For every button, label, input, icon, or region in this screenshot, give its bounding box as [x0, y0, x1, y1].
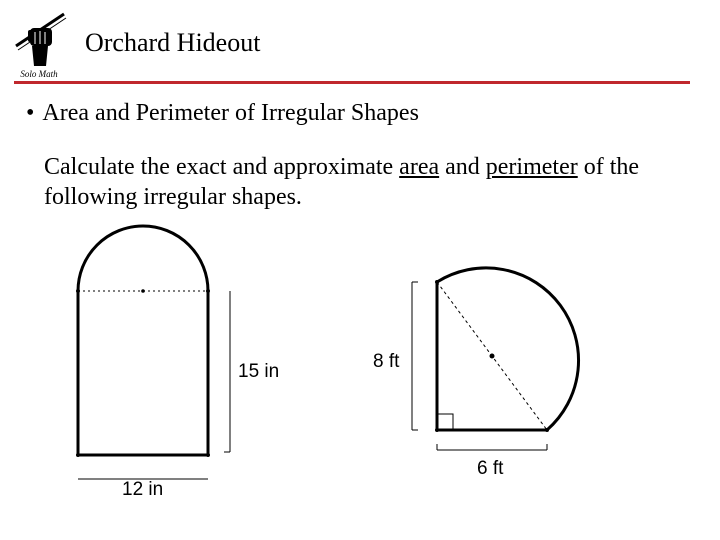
- height-label-right: 8 ft: [373, 351, 400, 372]
- perimeter-word: perimeter: [485, 154, 578, 180]
- semicircle-center: [141, 289, 145, 293]
- vertex-point: [435, 280, 439, 284]
- vertex-point: [206, 453, 210, 457]
- right-angle-marker: [437, 414, 453, 430]
- width-label-right: 6 ft: [477, 458, 504, 479]
- semicircle-arc: [437, 268, 579, 430]
- vertex-point: [206, 289, 210, 293]
- logo-text: Solo Math: [20, 69, 58, 79]
- rectangle-semicircle-figure: [76, 226, 279, 500]
- bullet-marker: •: [26, 100, 35, 126]
- width-label-left: 12 in: [122, 479, 164, 500]
- instructions-part2: and: [439, 154, 486, 180]
- vertex-point: [76, 453, 80, 457]
- instructions-part1: Calculate the exact and approximate: [44, 154, 400, 180]
- semicircle-center: [490, 354, 495, 359]
- instructions-part3: of the following irregular shapes.: [44, 154, 640, 211]
- rectangle-semicircle-outline: [78, 226, 208, 455]
- triangle-semicircle-figure: [373, 268, 579, 479]
- vertex-point: [435, 428, 439, 432]
- page-title: Orchard Hideout: [85, 28, 261, 57]
- bullet-text: Area and Perimeter of Irregular Shapes: [42, 100, 419, 126]
- vertex-point: [545, 428, 549, 432]
- height-label-left: 15 in: [238, 361, 280, 382]
- vertex-point: [76, 289, 80, 293]
- area-word: area: [399, 154, 440, 180]
